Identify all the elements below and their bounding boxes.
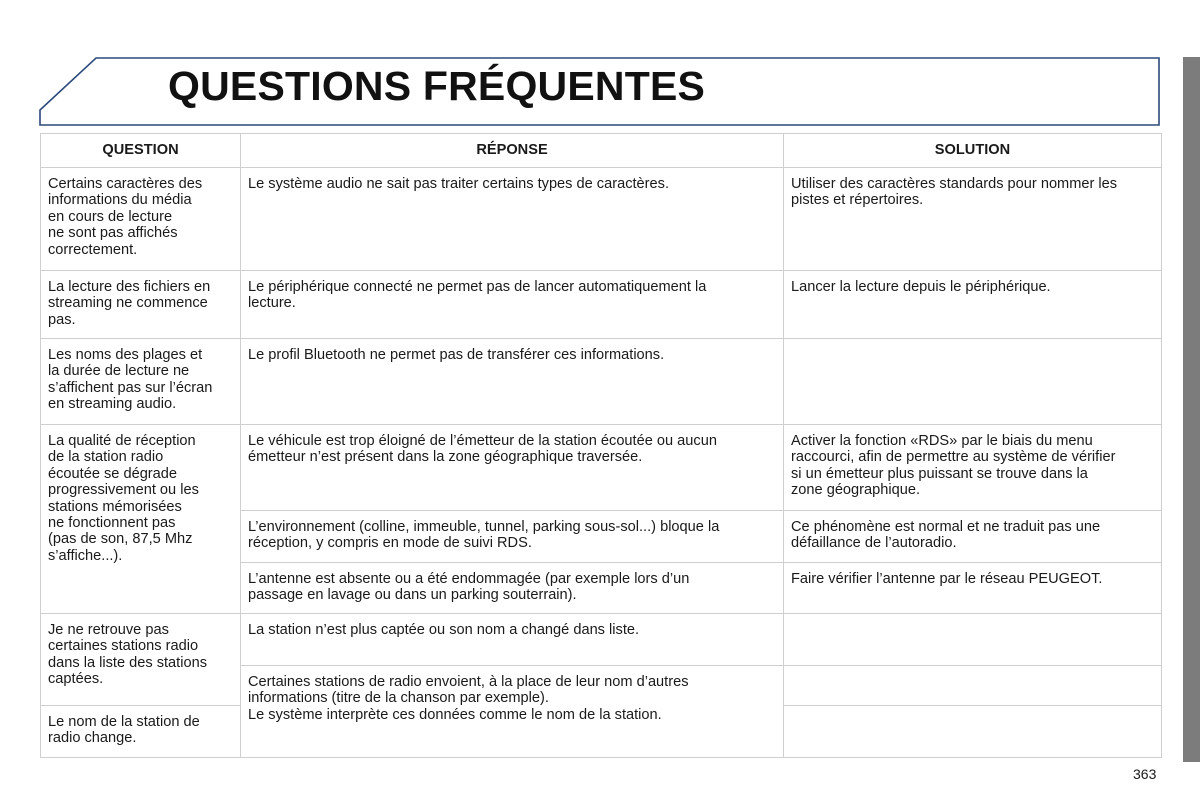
solution-cell: Lancer la lecture depuis le périphérique. [784,271,1162,339]
column-header-question: QUESTION [41,134,241,168]
reponse-cell: Certaines stations de radio envoient, à la place de leur nom d’autres informations (titre de la chanson par exemple). Le système interprète ces données comme le nom de la station. [241,666,784,758]
question-cell: Le nom de la station de radio change. [41,706,241,758]
chapter-side-tab [1183,57,1200,762]
page-title: QUESTIONS FRÉQUENTES [168,63,706,109]
reponse-cell: Le profil Bluetooth ne permet pas de transférer ces informations. [241,339,784,425]
table-row [41,614,1162,666]
page-number: 363 [1133,766,1157,782]
table-header-row [41,134,1162,168]
solution-cell: Utiliser des caractères standards pour nommer les pistes et répertoires. [784,168,1162,271]
table-row [41,168,1162,271]
question-cell: Les noms des plages et la durée de lecture ne s’affichent pas sur l’écran en streaming audio. [41,339,241,425]
reponse-cell: La station n’est plus captée ou son nom a changé dans liste. [241,614,784,666]
question-cell: La qualité de réception de la station radio écoutée se dégrade progressivement ou les stations mémorisées ne fonctionnent pas (pas de son, 87,5 Mhz s’affiche...). [41,425,241,614]
table-row [41,425,1162,511]
solution-cell: Activer la fonction «RDS» par le biais du menu raccourci, afin de permettre au système de vérifier si un émetteur plus puissant se trouve dans la zone géographique. [784,425,1162,511]
question-cell: Certains caractères des informations du média en cours de lecture ne sont pas affichés correctement. [41,168,241,271]
solution-cell [784,339,1162,425]
reponse-cell: Le véhicule est trop éloigné de l’émetteur de la station écoutée ou aucun émetteur n’est présent dans la zone géographique traversée. [241,425,784,511]
faq-table [40,133,1162,758]
solution-cell: Faire vérifier l’antenne par le réseau PEUGEOT. [784,563,1162,614]
column-header-reponse: RÉPONSE [241,134,784,168]
solution-cell: Ce phénomène est normal et ne traduit pas une défaillance de l’autoradio. [784,511,1162,563]
reponse-cell: L’antenne est absente ou a été endommagée (par exemple lors d’un passage en lavage ou dans un parking souterrain). [241,563,784,614]
column-header-solution: SOLUTION [784,134,1162,168]
reponse-cell: Le système audio ne sait pas traiter certains types de caractères. [241,168,784,271]
question-cell: La lecture des fichiers en streaming ne commence pas. [41,271,241,339]
reponse-cell: Le périphérique connecté ne permet pas de lancer automatiquement la lecture. [241,271,784,339]
solution-cell [784,706,1162,758]
reponse-cell: L’environnement (colline, immeuble, tunnel, parking sous-sol...) bloque la réception, y compris en mode de suivi RDS. [241,511,784,563]
question-cell: Je ne retrouve pas certaines stations radio dans la liste des stations captées. [41,614,241,706]
solution-cell [784,666,1162,706]
table-row [41,271,1162,339]
solution-cell [784,614,1162,666]
table-row [41,339,1162,425]
